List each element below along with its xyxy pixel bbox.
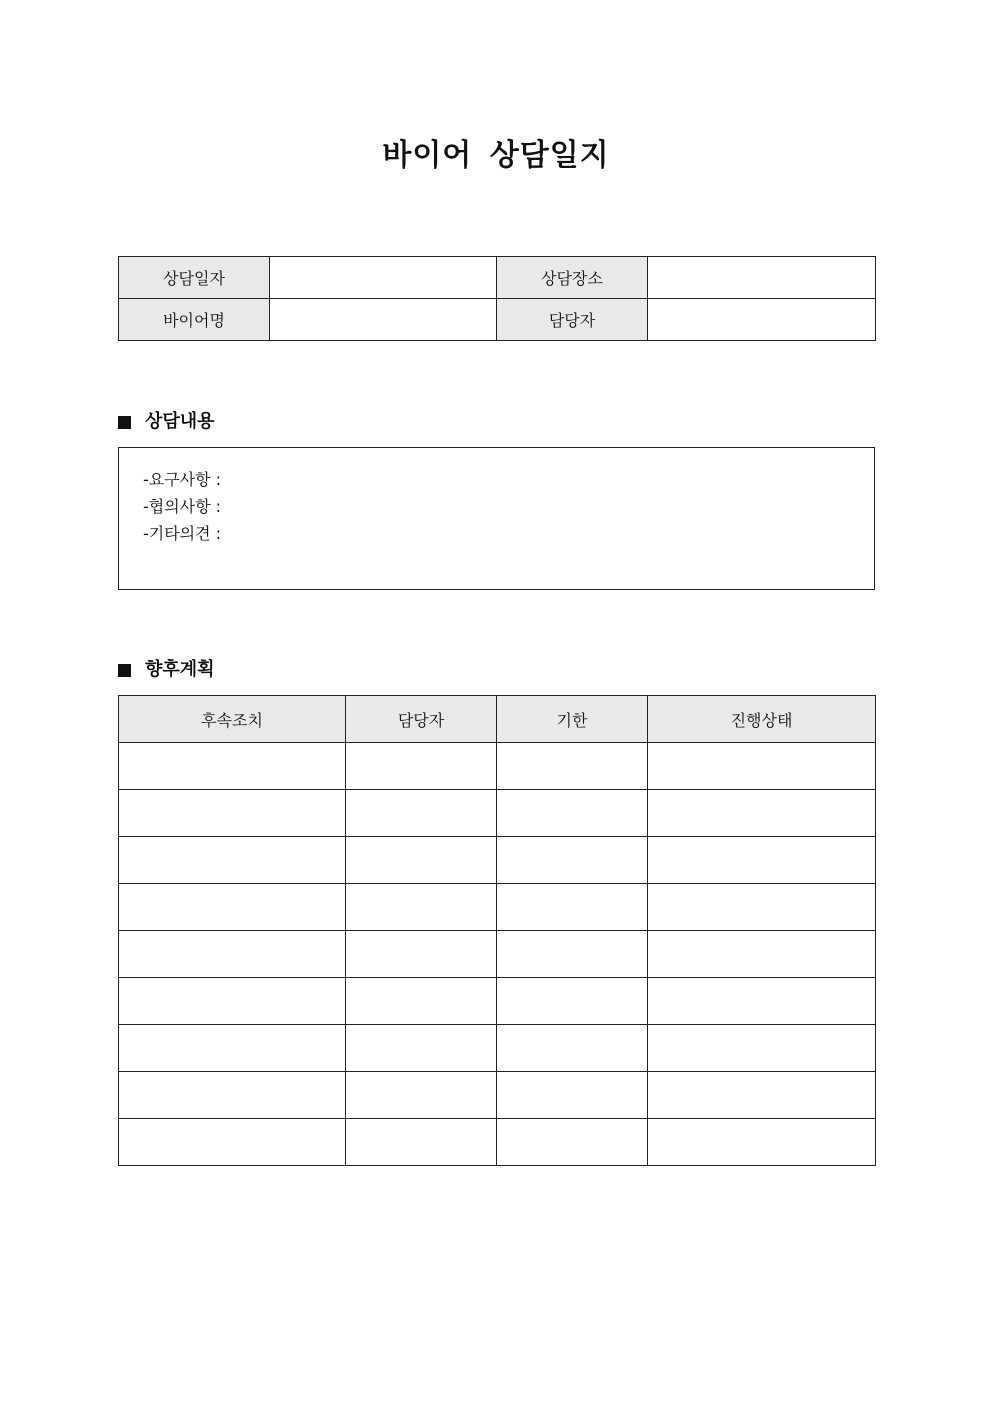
consult-date-label: 상담일자	[119, 257, 270, 299]
manager-cell[interactable]	[346, 884, 497, 931]
deadline-cell[interactable]	[497, 1025, 648, 1072]
status-cell[interactable]	[648, 1072, 876, 1119]
manager-cell[interactable]	[346, 1072, 497, 1119]
deadline-cell[interactable]	[497, 743, 648, 790]
column-header-status: 진행상태	[648, 696, 876, 743]
deadline-cell[interactable]	[497, 837, 648, 884]
info-row-1	[119, 257, 876, 299]
consult-place-label: 상담장소	[497, 257, 648, 299]
buyer-name-field[interactable]	[270, 299, 497, 341]
manager-cell[interactable]	[346, 743, 497, 790]
deadline-cell[interactable]	[497, 1119, 648, 1166]
follow-up-cell[interactable]	[119, 978, 346, 1025]
deadline-cell[interactable]	[497, 884, 648, 931]
plan-heading-text: 향후계획	[145, 659, 215, 680]
consult-date-field[interactable]	[270, 257, 497, 299]
follow-up-cell[interactable]	[119, 1025, 346, 1072]
table-row	[119, 790, 876, 837]
manager-field[interactable]	[648, 299, 876, 341]
table-row	[119, 1072, 876, 1119]
table-row	[119, 837, 876, 884]
manager-cell[interactable]	[346, 1025, 497, 1072]
manager-cell[interactable]	[346, 1119, 497, 1166]
info-row-2	[119, 299, 876, 341]
table-row	[119, 743, 876, 790]
agreements-line: -협의사항 :	[143, 497, 222, 516]
plan-table	[118, 695, 876, 1166]
manager-cell[interactable]	[346, 837, 497, 884]
deadline-cell[interactable]	[497, 1072, 648, 1119]
follow-up-cell[interactable]	[119, 1119, 346, 1166]
column-header-follow-up: 후속조치	[119, 696, 346, 743]
plan-section-heading	[118, 658, 215, 682]
follow-up-cell[interactable]	[119, 884, 346, 931]
manager-label: 담당자	[497, 299, 648, 341]
status-cell[interactable]	[648, 1025, 876, 1072]
column-header-deadline: 기한	[497, 696, 648, 743]
follow-up-cell[interactable]	[119, 1072, 346, 1119]
status-cell[interactable]	[648, 978, 876, 1025]
follow-up-cell[interactable]	[119, 743, 346, 790]
document-title: 바이어 상담일지	[382, 138, 610, 173]
plan-header-row	[119, 696, 876, 743]
buyer-name-label: 바이어명	[119, 299, 270, 341]
consult-section-heading	[118, 410, 215, 434]
plan-table-body	[119, 743, 876, 1166]
status-cell[interactable]	[648, 884, 876, 931]
status-cell[interactable]	[648, 931, 876, 978]
table-row	[119, 1119, 876, 1166]
table-row	[119, 978, 876, 1025]
square-bullet-icon	[118, 416, 131, 429]
table-row	[119, 884, 876, 931]
consult-place-field[interactable]	[648, 257, 876, 299]
status-cell[interactable]	[648, 743, 876, 790]
requirements-line: -요구사항 :	[143, 470, 222, 489]
manager-cell[interactable]	[346, 790, 497, 837]
follow-up-cell[interactable]	[119, 837, 346, 884]
follow-up-cell[interactable]	[119, 931, 346, 978]
consult-content-box[interactable]	[118, 447, 875, 590]
status-cell[interactable]	[648, 790, 876, 837]
square-bullet-icon	[118, 664, 131, 677]
deadline-cell[interactable]	[497, 978, 648, 1025]
table-row	[119, 931, 876, 978]
follow-up-cell[interactable]	[119, 790, 346, 837]
column-header-manager: 담당자	[346, 696, 497, 743]
manager-cell[interactable]	[346, 978, 497, 1025]
info-table	[118, 256, 876, 341]
consult-heading-text: 상담내용	[145, 411, 215, 432]
table-row	[119, 1025, 876, 1072]
status-cell[interactable]	[648, 1119, 876, 1166]
deadline-cell[interactable]	[497, 790, 648, 837]
status-cell[interactable]	[648, 837, 876, 884]
deadline-cell[interactable]	[497, 931, 648, 978]
manager-cell[interactable]	[346, 931, 497, 978]
other-opinions-line: -기타의견 :	[143, 524, 222, 543]
consult-content-lines	[143, 466, 221, 547]
